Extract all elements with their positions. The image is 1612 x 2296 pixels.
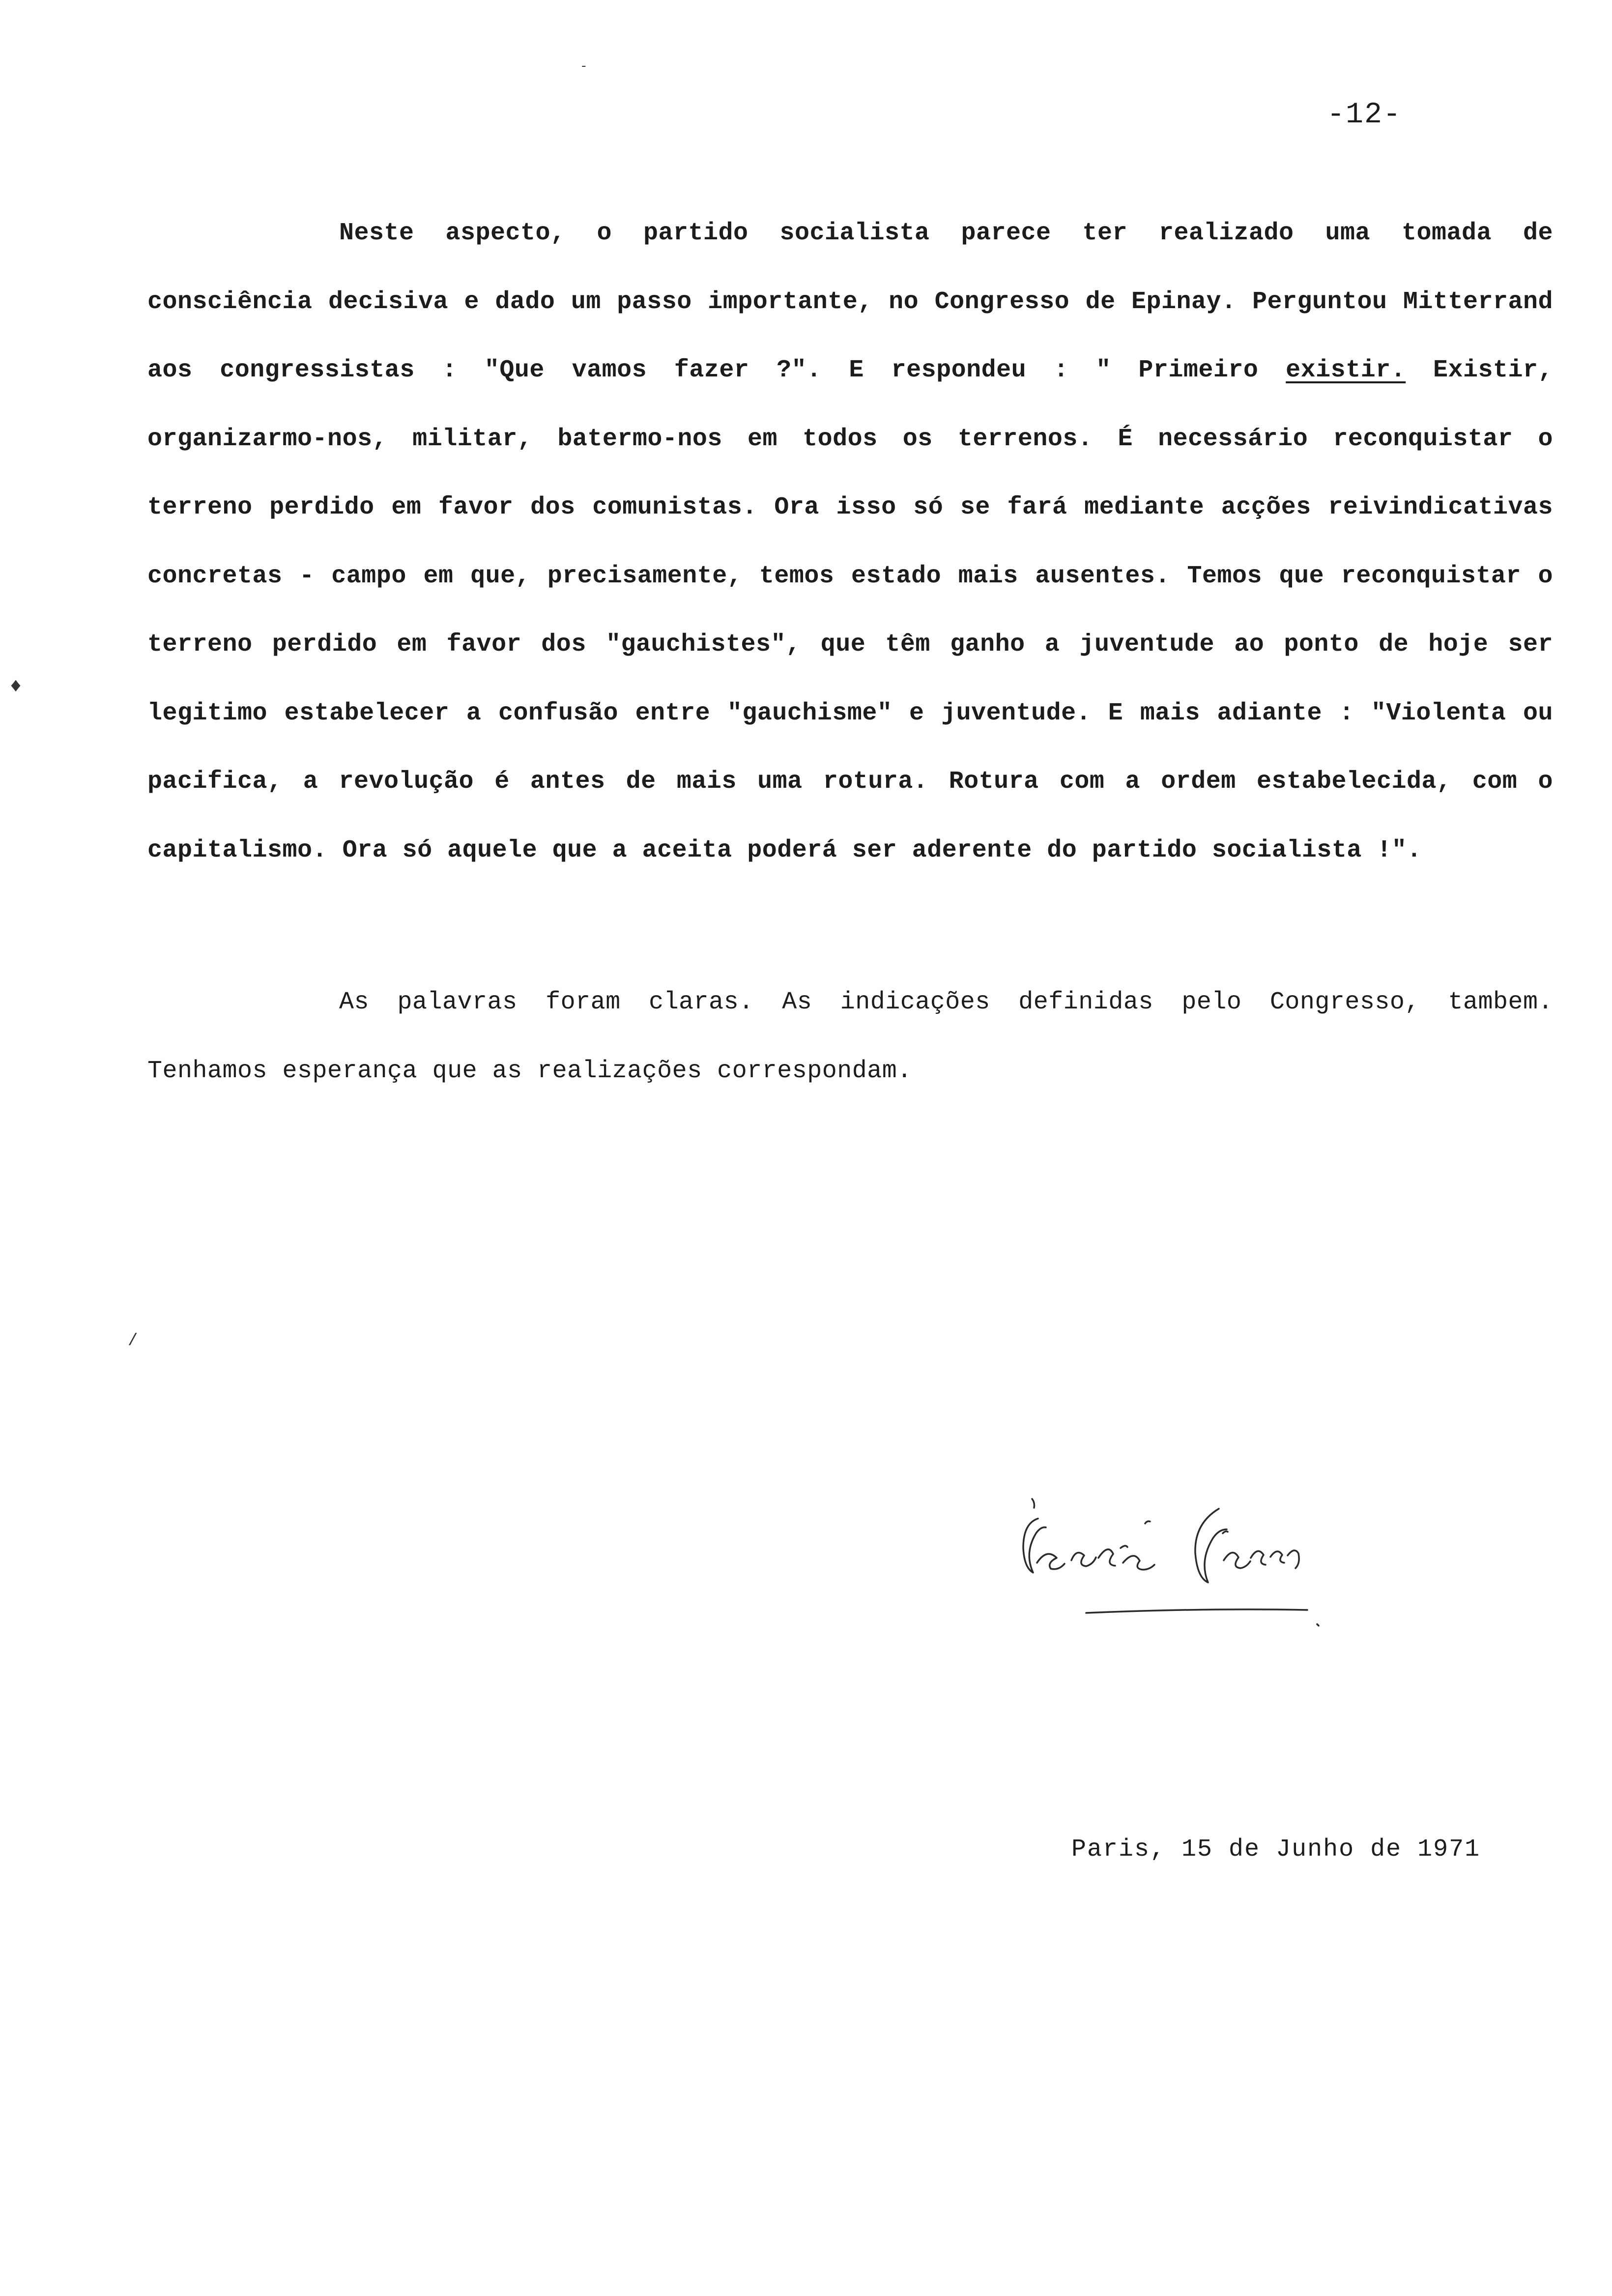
handwritten-signature: [1003, 1474, 1347, 1641]
signature-text: Tiberio Peres: [1003, 1636, 1007, 1637]
page-number: -12-: [1327, 98, 1402, 132]
paragraph-1-text-end: Existir, organizarmo-nos, militar, batermo-nos em todos os terrenos. É necessário reconquistar o terreno perdido em favor dos comunistas. Ora isso só se fará mediante acções reivindicativas concretas - campo em que, precisamente, temos estado mais ausentes. Temos que reconquistar o terreno perdido em favor dos "gauchistes", que têm ganho a juventude ao ponto de hoje ser legitimo estabelecer a confusão entre "gauchisme" e juventude. E mais adiante : "Violenta ou pacifica, a revolução é antes de mais uma rotura. Rotura com a ordem estabelecida, com o capitalismo. Ora só aquele que a aceita poderá ser aderente do partido socialista !".: [147, 356, 1553, 864]
paragraph-1-text-start: Neste aspecto, o partido socialista parece ter realizado uma tomada de consciência decisiva e dado um passo importante, no Congresso de Epinay. Perguntou Mitterrand aos congressistas : "Que vamos fazer ?". E respondeu : " Primeiro: [147, 219, 1553, 384]
underlined-emphasis: existir.: [1286, 356, 1406, 384]
place-and-date: Paris, 15 de Junho de 1971: [1071, 1836, 1481, 1864]
stray-mark: -: [580, 59, 588, 74]
stray-mark: /: [128, 1332, 138, 1350]
body-paragraph-1: [147, 199, 1553, 885]
body-paragraph-2: As palavras foram claras. As indicações definidas pelo Congresso, tambem. Tenhamos esperança que as realizações correspondam.: [147, 988, 1553, 1085]
stray-mark: ♦: [10, 676, 22, 698]
